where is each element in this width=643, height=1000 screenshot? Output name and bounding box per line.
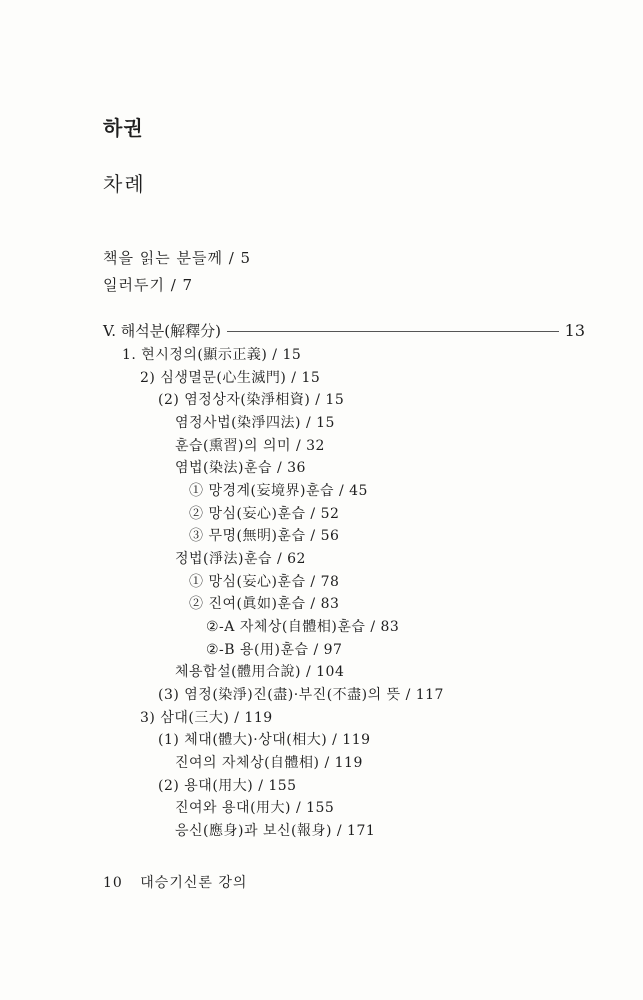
toc-entry: 2) 심생멸문(心生滅門) / 15 — [140, 370, 321, 386]
toc-entry: (2) 용대(用大) / 155 — [158, 778, 297, 794]
part-label: V. 해석분(解釋分) — [103, 322, 221, 340]
toc-entry: (1) 체대(體大)·상대(相大) / 119 — [158, 732, 371, 748]
toc-entry: ② 진여(眞如)훈습 / 83 — [189, 596, 340, 612]
toc-entry: 염정사법(染淨四法) / 15 — [175, 415, 335, 431]
dot-leader — [227, 331, 559, 332]
toc-entry: 1. 현시정의(顯示正義) / 15 — [122, 347, 302, 363]
toc-entry: ② 망심(妄心)훈습 / 52 — [189, 506, 340, 522]
toc-entry: 훈습(熏習)의 의미 / 32 — [175, 438, 325, 454]
page-footer — [103, 872, 247, 892]
toc-entry: ②-A 자체상(自體相)훈습 / 83 — [206, 619, 400, 635]
toc-entry: 응신(應身)과 보신(報身) / 171 — [175, 823, 376, 839]
toc-entry: (3) 염정(染淨)진(盡)·부진(不盡)의 뜻 / 117 — [158, 687, 444, 703]
toc-heading: 차례 — [103, 172, 146, 196]
toc-entry: 3) 삼대(三大) / 119 — [140, 710, 273, 726]
toc-entry: 진여와 용대(用大) / 155 — [175, 800, 335, 816]
toc-entry: ① 망심(妄心)훈습 / 78 — [189, 574, 340, 590]
toc-entry: ③ 무명(無明)훈습 / 56 — [189, 528, 340, 544]
toc-entry: 염법(染法)훈습 / 36 — [175, 460, 306, 476]
toc-entry: (2) 염정상자(染淨相資) / 15 — [158, 392, 345, 408]
page-number: 10 — [103, 875, 123, 891]
running-title: 대승기신론 강의 — [140, 875, 248, 891]
part-heading — [103, 320, 585, 341]
toc-entry: 체용합설(體用合說) / 104 — [175, 664, 345, 680]
volume-title: 하권 — [103, 116, 144, 140]
part-page-number: 13 — [564, 321, 585, 340]
toc-entry: 진여의 자체상(自體相) / 119 — [175, 755, 363, 771]
front-matter-item: 책을 읽는 분들께 / 5 — [103, 249, 252, 267]
front-matter-item: 일러두기 / 7 — [103, 276, 194, 294]
front-matter — [103, 245, 251, 299]
toc-entry: ① 망경계(妄境界)훈습 / 45 — [189, 483, 368, 499]
toc-entry: ②-B 용(用)훈습 / 97 — [206, 642, 343, 658]
toc-entry: 정법(淨法)훈습 / 62 — [175, 551, 306, 567]
